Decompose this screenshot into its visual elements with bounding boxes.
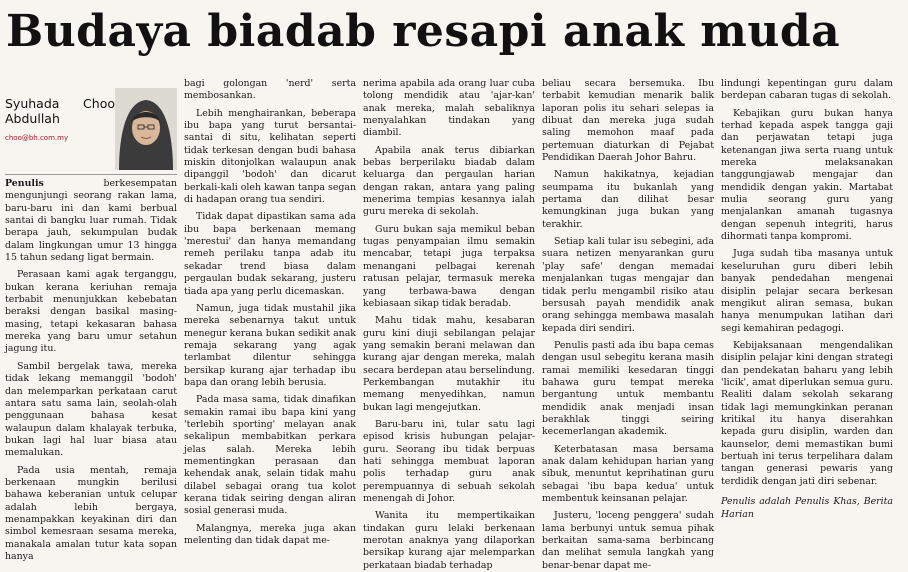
author-credit: Penulis adalah Penulis Khas, Berita Harian	[721, 496, 893, 520]
paragraph: Penulis pasti ada ibu bapa cemas dengan usul sebegitu kerana masih ramai memiliki kesedaran tinggi bahawa guru tempat mereka bergantung untuk membantu mendidik anak menjadi insan berakhlak tinggi seiring kecemerlangan akademik.	[542, 339, 714, 438]
article-body	[5, 78, 903, 571]
headline: Budaya biadab resapi anak muda	[6, 6, 841, 57]
paragraph: Malangnya, mereka juga akan melenting dan tidak dapat me-	[184, 522, 356, 547]
paragraph: Sambil bergelak tawa, mereka tidak lekang memanggil 'bodoh' dan melemparkan perkataan carut antara satu sama lain, seolah-olah penggunaan bahasa kesat walaupun dalam khalayak terbuka, bukan lagi hal luar biasa atau memalukan.	[5, 360, 177, 459]
column-2	[184, 78, 356, 550]
paragraph: Pada usia mentah, remaja berkenaan mungkin berilusi bahawa keberanian untuk celupar adalah lebih bergaya, menampakkan keyakinan diri dan simbol kemesraan sesama mereka, manakala amalan tutur kata sopan hanya	[5, 464, 177, 562]
author-portrait	[115, 88, 177, 170]
paragraph: lindungi kepentingan guru dalam berdepan cabaran tugas di sekolah.	[721, 78, 893, 102]
paragraph: Kebajikan guru bukan hanya terhad kepada aspek tangga gaji dan perjawatan tetapi juga ketenangan jiwa serta ruang untuk mereka melaksanakan tanggungjawab mengajar dan mendidik dengan yakin. Martabat mulia seorang guru yang menjalankan amanah tugasnya dengan sepenuh integriti, harus dihormati tanpa kompromi.	[721, 107, 893, 243]
lead-word: Penulis	[5, 178, 44, 189]
paragraph-text: berkesempatan mengunjungi seorang rakan lama, baru-baru ini dan kami berbual santai di bangku luar rumah. Tidak berapa jauh, sekumpulan budak dalam lingkungan umur 13 hingga 15 tahun sedang ligat bermain.	[5, 178, 177, 264]
column-5	[721, 78, 893, 550]
author-email[interactable]: choo@bh.com.my	[5, 134, 69, 142]
paragraph: Justeru, 'loceng penggera' sudah lama berbunyi untuk semua pihak berkaitan sama-sama berbincang dan melihat semula langkah yang benar-benar dapat me-	[542, 510, 714, 571]
paragraph: Guru bukan saja memikul beban tugas penyampaian ilmu semakin mencabar, tetapi juga terpaksa menangani pelbagai kerenah ratusan pelajar, termasuk mereka yang terbawa-bawa dengan kebiasaan sikap tidak beradab.	[363, 223, 535, 309]
paragraph: nerima apabila ada orang luar cuba tolong mendidik atau 'ajar-kan' anak mereka, malah sebaliknya menyalahkan tindakan yang diambil.	[363, 78, 535, 139]
paragraph: Setiap kali tular isu sebegini, ada suara netizen menyarankan guru 'play safe' dengan memadai menjalankan tugas mengajar dan tidak perlu mengambil risiko atau bersusah payah mendidik anak orang sehingga membawa masalah kepada diri sendiri.	[542, 236, 714, 334]
author-byline	[5, 78, 177, 175]
paragraph: Perasaan kami agak terganggu, bukan kerana keriuhan remaja terbabit menunjukkan kebebatan beraksi dengan basikal masing-masing, tetapi kekasaran bahasa mereka yang baru umur setahun jagung itu.	[5, 269, 177, 355]
paragraph	[5, 178, 177, 264]
paragraph: Baru-baru ini, tular satu lagi episod krisis hubungan pelajar-guru. Seorang ibu tidak berpuas hati sehingga membuat laporan polis terhadap guru anak perempuannya di sebuah sekolah menengah di Johor.	[363, 418, 535, 504]
paragraph: Pada masa sama, tidak dinafikan semakin ramai ibu bapa kini yang 'terlebih sporting' melayan anak sekalipun membabitkan perkara jelas salah. Mereka lebih mementingkan perasaan dan kehendak anak, selain tidak mahu dilabel sebagai orang tua kolot kerana tidak seiring dengan aliran sosial generasi muda.	[184, 394, 356, 517]
byline-text	[5, 78, 115, 144]
paragraph: Lebih menghairankan, beberapa ibu bapa yang turut bersantai-santai di situ, kelihatan seperti tidak terkesan dengan budi bahasa miskin ditonjolkan walaupun anak dipanggil 'bodoh' dan dicarut berkali-kali oleh kawan tanpa segan di hadapan orang tua sendiri.	[184, 107, 356, 206]
paragraph: Namun, juga tidak mustahil jika mereka sebenarnya takut untuk menegur kerana bukan sedikit anak remaja sekarang yang agak terlambat dilentur sehingga bersikap kurang ajar terhadap ibu bapa dan orang lebih berusia.	[184, 302, 356, 388]
author-name: Syuhada Choo Abdullah	[5, 96, 115, 126]
paragraph: beliau secara bersemuka. Ibu terbabit kemudian menarik balik laporan polis itu sehari selepas ia dibuat dan mereka juga sudah saling memohon maaf pada pertemuan diaturkan di Pejabat Pendidikan Daerah Johor Bahru.	[542, 78, 714, 164]
paragraph: bagi golongan 'nerd' serta membosankan.	[184, 78, 356, 102]
paragraph: Namun hakikatnya, kejadian seumpama itu bukanlah yang pertama dan dilihat besar kemungkinan juga bukan yang terakhir.	[542, 169, 714, 230]
column-4	[542, 78, 714, 571]
column-3	[363, 78, 535, 571]
paragraph: Apabila anak terus dibiarkan bebas berperilaku biadab dalam keluarga dan pergaulan harian dengan rakan, antara yang paling menerima tempias kesannya ialah guru mereka di sekolah.	[363, 144, 535, 218]
paragraph: Juga sudah tiba masanya untuk keseluruhan guru diberi lebih banyak pendedahan mengenai disiplin pelajar secara berkesan mengikut aliran semasa, bukan hanya menumpukan latihan dari segi kemahiran pedagogi.	[721, 248, 893, 334]
paragraph: Mahu tidak mahu, kesabaran guru kini diuji sebilangan pelajar yang semakin berani melawan dan kurang ajar dengan mereka, malah secara berdepan atau berselindung. Perkembangan mutakhir itu memang menyedihkan, namun bukan lagi mengejutkan.	[363, 315, 535, 413]
paragraph: Wanita itu mempertikaikan tindakan guru lelaki berkenaan merotan anaknya yang dilaporkan bersikap kurang ajar melemparkan perkataan biadab terhadap	[363, 510, 535, 571]
paragraph: Keterbatasan masa bersama anak dalam kehidupan harian yang sibuk, menuntut keprihatinan guru sebagai 'ibu bapa kedua' untuk membentuk keinsanan pelajar.	[542, 443, 714, 504]
column-1	[5, 78, 177, 562]
paragraph: Kebijaksanaan mengendalikan disiplin pelajar kini dengan strategi dan pendekatan baharu yang lebih 'licik', amat diperlukan semua guru. Realiti dalam sekolah sekarang tidak lagi memungkinkan peranan kritikal itu hanya diserahkan kepada guru disiplin, warden dan kaunselor, demi memastikan bumi bertuah ini terus terpelihara dalam tangan generasi pewaris yang terdidik dengan jati diri sebenar.	[721, 339, 893, 487]
paragraph: Tidak dapat dipastikan sama ada ibu bapa berkenaan memang 'merestui' dan hanya memandang remeh perilaku tanpa adab itu sekadar trend biasa dalam pergaulan budak sekarang, justeru tiada apa yang perlu dicemaskan.	[184, 211, 356, 297]
